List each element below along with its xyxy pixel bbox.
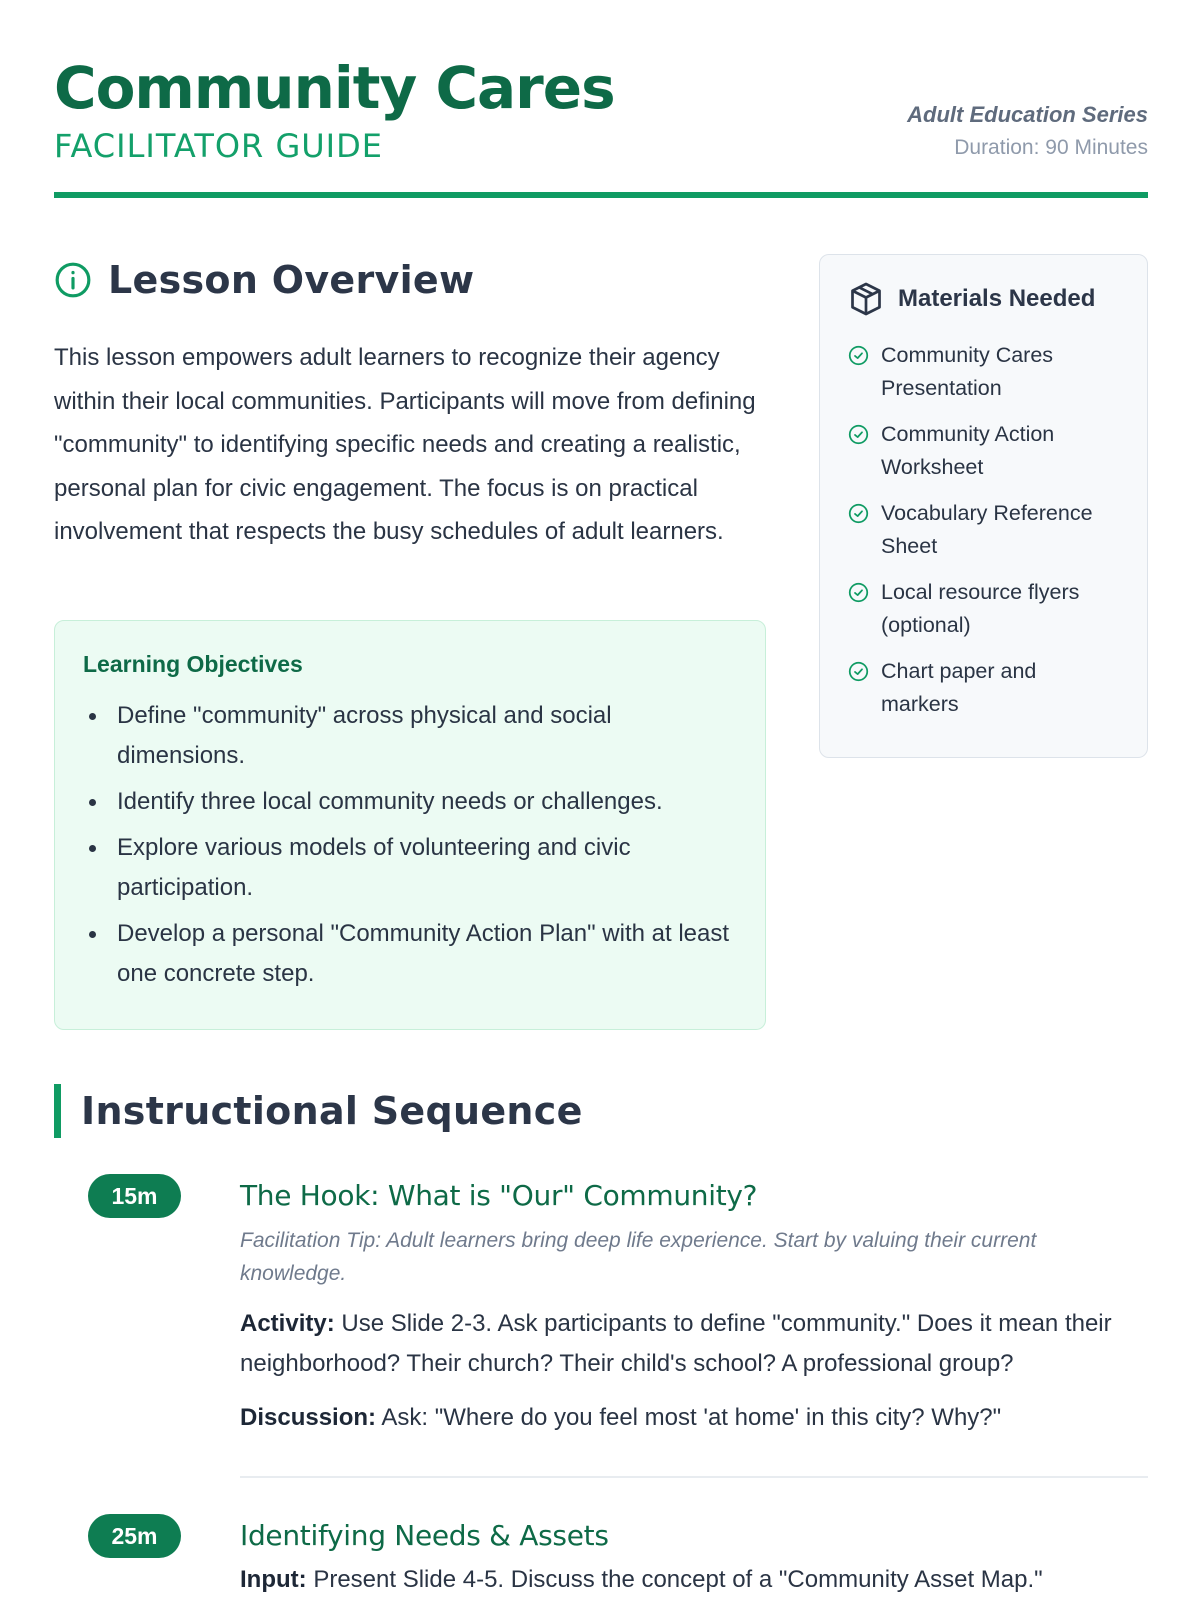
material-item [848, 497, 1119, 563]
input-label: Input: [240, 1566, 307, 1593]
objective-item: Explore various models of volunteering and civic participation. [83, 828, 737, 908]
duration-badge: 15m [88, 1174, 181, 1218]
material-item [848, 339, 1119, 405]
sequence-accent-bar [54, 1084, 61, 1138]
learning-objectives-box [54, 620, 766, 1030]
info-icon [54, 261, 92, 299]
material-label: Vocabulary Reference Sheet [881, 501, 1093, 558]
step-body [240, 1174, 1148, 1438]
material-item [848, 655, 1119, 721]
materials-list [848, 339, 1119, 721]
materials-card [819, 254, 1148, 758]
step-divider [240, 1476, 1148, 1478]
package-icon [848, 281, 884, 317]
material-label: Community Action Worksheet [881, 422, 1055, 479]
material-label: Chart paper and markers [881, 659, 1037, 716]
header-divider [54, 192, 1148, 198]
check-circle-icon [848, 661, 869, 682]
discussion-text: Ask: "Where do you feel most 'at home' in this city? Why?" [381, 1404, 1002, 1431]
sequence-title: Instructional Sequence [81, 1089, 583, 1133]
sequence-heading [54, 1084, 583, 1138]
objective-item: Develop a personal "Community Action Plan" with at least one concrete step. [83, 914, 737, 994]
duration-badge: 25m [88, 1514, 181, 1558]
overview-heading [54, 256, 474, 304]
page-subtitle: FACILITATOR GUIDE [54, 127, 383, 165]
check-circle-icon [848, 345, 869, 366]
objectives-title: Learning Objectives [83, 651, 303, 677]
material-label: Community Cares Presentation [881, 343, 1054, 400]
page-title: Community Cares [54, 54, 615, 122]
duration-label: Duration: 90 Minutes [954, 136, 1148, 159]
facilitator-guide-page [54, 0, 1148, 1600]
overview-intro: This lesson empowers adult learners to recognize their agency within their local communities. Participants will move from defining "community" to identifying specific needs and creating a realistic, personal plan for civic engagement. The focus is on practical involvement that respects the busy schedules of adult learners. [54, 344, 756, 545]
check-circle-icon [848, 503, 869, 524]
step-title: Identifying Needs & Assets [240, 1519, 609, 1552]
material-label: Local resource flyers (optional) [881, 580, 1080, 637]
facilitation-tip: Facilitation Tip: Adult learners bring deep life experience. Start by valuing their current knowledge. [240, 1229, 1037, 1285]
materials-heading [848, 281, 1119, 317]
objectives-list [83, 696, 737, 994]
objective-item: Define "community" across physical and social dimensions. [83, 696, 737, 776]
activity-text: Use Slide 2-3. Ask participants to define "community." Does it mean their neighborhood? Their church? Their child's school? A professional group? [240, 1310, 1112, 1377]
input-paragraph [240, 1560, 1148, 1600]
overview-title: Lesson Overview [108, 258, 475, 302]
step-body [240, 1514, 1148, 1600]
activity-paragraph [240, 1304, 1148, 1384]
check-circle-icon [848, 424, 869, 445]
step-title: The Hook: What is "Our" Community? [240, 1179, 758, 1212]
material-item [848, 576, 1119, 642]
activity-label: Activity: [240, 1310, 335, 1337]
discussion-paragraph [240, 1398, 1148, 1438]
discussion-label: Discussion: [240, 1404, 377, 1431]
series-label: Adult Education Series [907, 102, 1148, 127]
objective-item: Identify three local community needs or challenges. [83, 782, 737, 822]
materials-title: Materials Needed [898, 285, 1096, 312]
check-circle-icon [848, 582, 869, 603]
guide-header [54, 56, 1148, 200]
input-text: Present Slide 4-5. Discuss the concept of a "Community Asset Map." [313, 1566, 1043, 1593]
material-item [848, 418, 1119, 484]
